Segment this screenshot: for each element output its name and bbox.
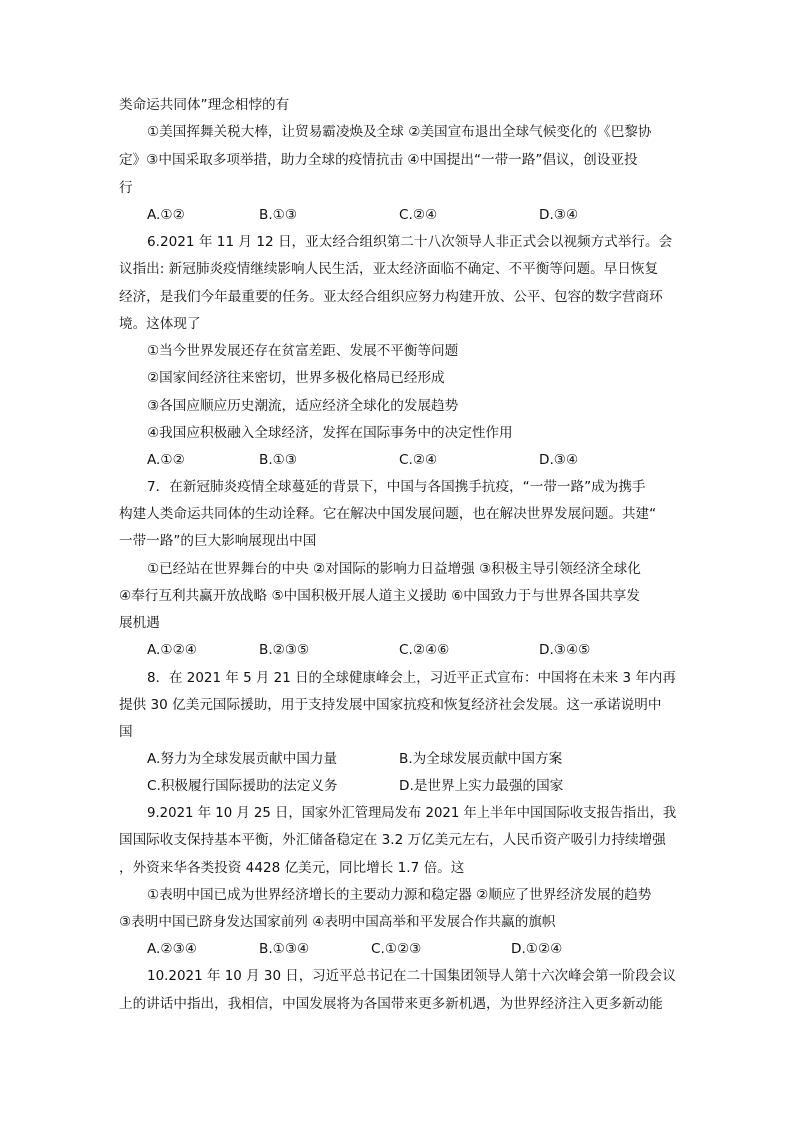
option-d: D.是世界上实力最强的国家 (399, 778, 564, 794)
option-b: B.②③⑤ (259, 642, 310, 658)
statement: ③各国应顺应历史潮流，适应经济全球化的发展趋势 (147, 398, 459, 414)
question-9-stem: 9.2021 年 10 月 25 日，国家外汇管理局发布 2021 年上半年中国国际收支报告指出，我 (147, 805, 677, 821)
statement: ③表明中国已跻身发达国家前列 ④表明中国高举和平发展合作共赢的旗帜 (119, 914, 556, 930)
statement: ④奉行互利共赢开放战略 ⑤中国积极开展人道主义援助 ⑥中国致力于与世界各国共享发 (119, 588, 640, 604)
option-a: A.①② (147, 452, 185, 468)
text-line: 经济，是我们今年最重要的任务。亚太经合组织应努力构建开放、公平、包容的数字营商环 (119, 289, 663, 305)
statement: ①当今世界发展还存在贫富差距、发展不平衡等问题 (147, 343, 459, 359)
text-line: 类命运共同体”理念相悖的有 (119, 97, 290, 113)
option-a: A.②③④ (147, 941, 197, 957)
text-line: 提供 30 亿美元国际援助，用于支持发展中国家抗疫和恢复经济社会发展。这一承诺说明中 (119, 697, 662, 713)
option-c: C.积极履行国际援助的法定义务 (147, 778, 338, 794)
question-8-stem: 8．在 2021 年 5 月 21 日的全球健康峰会上，习近平正式宣布：中国将在未来 3 年内再 (147, 670, 676, 686)
option-c: C.②④ (399, 207, 438, 223)
option-a: A.①②④ (147, 642, 197, 658)
option-c: C.②④⑥ (399, 642, 450, 658)
question-7-stem: 7．在新冠肺炎疫情全球蔓延的背景下，中国与各国携手抗疫，“一带一路”成为携手 (147, 479, 646, 495)
text-line: ①美国挥舞关税大棒，让贸易霸凌焕及全球 ②美国宣布退出全球气候变化的《巴黎协 (147, 124, 652, 140)
option-c: C.①②③ (371, 941, 422, 957)
option-d: D.③④⑤ (539, 642, 591, 658)
statement: 展机遇 (119, 615, 160, 631)
option-b: B.①③ (259, 207, 298, 223)
text-line: 议指出: 新冠肺炎疫情继续影响人民生活，亚太经济面临不确定、不平衡等问题。早日恢复 (119, 261, 659, 277)
option-d: D.①②④ (511, 941, 563, 957)
option-b: B.①③④ (259, 941, 310, 957)
question-6-stem: 6.2021 年 11 月 12 日，亚太经合组织第二十八次领导人非正式会以视频方式举行。会 (147, 234, 673, 250)
statement: ②国家间经济往来密切，世界多极化格局已经形成 (147, 370, 445, 386)
text-line: 构建人类命运共同体的生动诠释。它在解决中国发展问题，也在解决世界发展问题。共建“ (119, 506, 657, 522)
option-c: C.②④ (399, 452, 438, 468)
text-line: 上的讲话中指出，我相信，中国发展将为各国带来更多新机遇，为世界经济注入更多新动能 (119, 996, 663, 1012)
text-line: 一带一路”的巨大影响展现出中国 (119, 533, 317, 549)
text-line: 定》③中国采取多项举措，助力全球的疫情抗击 ④中国提出“一带一路”倡议，创设亚投 (119, 152, 638, 168)
text-line: ，外资来华各类投资 4428 亿美元，同比增长 1.7 倍。这 (119, 860, 465, 876)
statement: ①已经站在世界舞台的中央 ②对国际的影响力日益增强 ③积极主导引领经济全球化 (147, 561, 641, 577)
option-d: D.③④ (539, 207, 579, 223)
text-line: 国 (119, 724, 133, 740)
text-line: 境。这体现了 (119, 316, 201, 332)
question-10-stem: 10.2021 年 10 月 30 日，习近平总书记在二十国集团领导人第十六次峰会第一阶段会议 (147, 968, 676, 984)
option-a: A.①② (147, 207, 185, 223)
option-a: A.努力为全球发展贡献中国力量 (147, 751, 338, 767)
statement: ④我国应积极融入全球经济，发挥在国际事务中的决定性作用 (147, 425, 513, 441)
option-d: D.③④ (539, 452, 579, 468)
statement: ①表明中国已成为世界经济增长的主要动力源和稳定器 ②顺应了世界经济发展的趋势 (147, 887, 652, 903)
option-b: B.为全球发展贡献中国方案 (399, 751, 563, 767)
text-line: 国国际收支保持基本平衡，外汇储备稳定在 3.2 万亿美元左右，人民币资产吸引力持续增强 (119, 832, 666, 848)
text-line: 行 (119, 180, 133, 196)
option-b: B.①③ (259, 452, 298, 468)
